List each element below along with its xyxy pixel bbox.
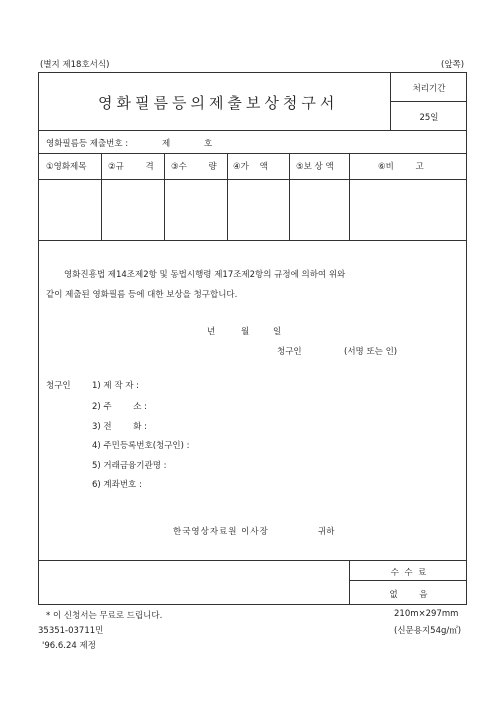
footer-code: 35351-03711민: [38, 626, 104, 636]
footer-paper: (신문용지54g/㎡): [394, 626, 462, 636]
col-divider-5: [349, 153, 350, 240]
col-compensation: ⑤보 상 액: [296, 162, 334, 172]
claimant-field-resident-no: 4) 주민등록번호(청구인) :: [92, 441, 190, 451]
footer-date: '96.6.24 제정: [42, 641, 96, 651]
col-quantity: ③수 량: [171, 162, 217, 172]
divider-submission: [38, 153, 467, 154]
col-movie-title: ①영화제목: [46, 162, 87, 172]
submission-prefix: 제: [162, 139, 171, 149]
body-text-line1: 영화진흥법 제14조제2항 및 동법시행령 제17조제2항의 규정에 의하여 위와: [64, 270, 346, 280]
addressee-org: 한국영상자료원 이사장: [173, 527, 269, 537]
fee-label: 수 수 료: [390, 568, 427, 578]
claimant-sign-label: 청구인: [277, 347, 302, 357]
body-text-line2: 같이 제출된 영화필름 등에 대한 보상을 청구합니다.: [46, 290, 238, 300]
col-spec: ②규 격: [108, 162, 154, 172]
col-divider-2: [164, 153, 165, 240]
divider-processing: [390, 101, 467, 102]
processing-value: 25일: [419, 113, 439, 123]
claimant-field-phone: 3) 전 화 :: [92, 422, 148, 432]
divider-table: [38, 240, 467, 241]
col-divider-1: [101, 153, 102, 240]
processing-label: 처리기간: [412, 84, 446, 94]
date-day: 일: [273, 327, 282, 337]
claimant-field-bank: 5) 거래금융기관명 :: [92, 461, 167, 471]
col-divider-3: [227, 153, 228, 240]
divider-body: [38, 560, 467, 561]
col-divider-4: [289, 153, 290, 240]
claimant-field-address: 2) 주 소 :: [92, 402, 148, 412]
divider-title: [38, 130, 467, 131]
claimant-field-account: 6) 계좌번호 :: [92, 480, 142, 490]
date-year: 년: [207, 327, 216, 337]
col-value: ④가 액: [233, 162, 268, 172]
claimant-label: 청구인: [46, 381, 71, 391]
submission-suffix: 호: [204, 139, 213, 149]
footer-note: * 이 신청서는 무료로 드립니다.: [46, 611, 163, 621]
divider-fee: [349, 580, 467, 581]
claimant-sign: (서명 또는 인): [344, 347, 398, 357]
claimant-field-producer: 1) 제 작 자 :: [92, 381, 140, 391]
footer-size: 210m×297mm: [394, 609, 459, 619]
date-month: 월: [241, 327, 250, 337]
page-side: (앞쪽): [441, 60, 465, 70]
divider-columns: [38, 179, 467, 180]
form-title: 영화필름등의제출보상청구서: [98, 94, 339, 112]
col-remarks: ⑥비 고: [378, 162, 424, 172]
fee-value: 없 음: [389, 590, 428, 600]
submission-label: 영화필름등 제출번호 :: [46, 139, 129, 149]
form-id: (별지 제18호서식): [40, 60, 110, 70]
addressee-honorific: 귀하: [318, 527, 335, 537]
